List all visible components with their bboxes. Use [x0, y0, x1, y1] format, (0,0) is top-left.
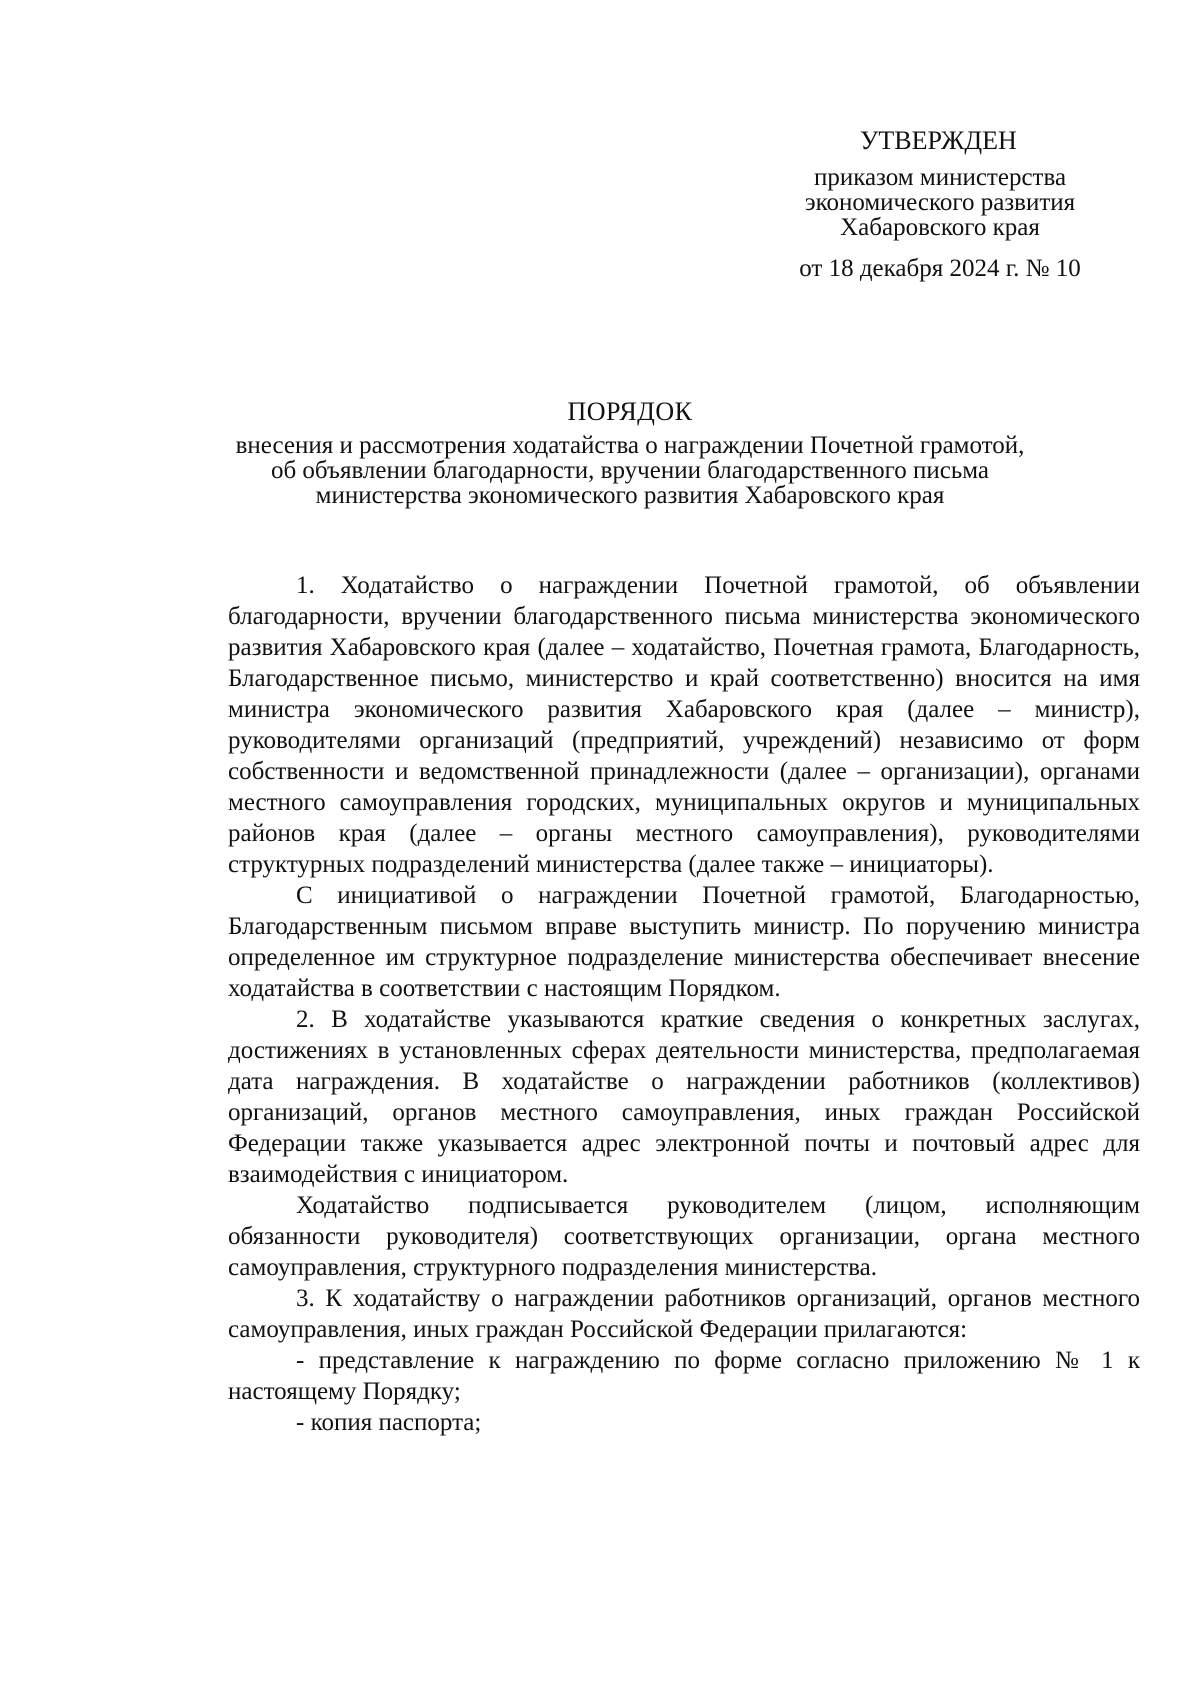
paragraph-3: 3. К ходатайству о награждении работников организаций, органов местного самоуправления, иных граждан Российской Федерации прилагаются:	[228, 1285, 1140, 1343]
list-item: - копия паспорта;	[296, 1409, 482, 1436]
approval-stamp	[770, 125, 1110, 284]
approval-line: Хабаровского края	[840, 214, 1040, 241]
paragraph-1: 1. Ходатайство о награждении Почетной грамотой, об объявлении благодарности, вручении благодарственного письма министерства экономического развития Хабаровского края (далее – ходатайство, Почетная грамота, Благодарность, Благодарственное письмо, министерство и край соответственно) вносится на имя министра экономического развития Хабаровского края (далее – министр), руководителями организаций (предприятий, учреждений) независимо от форм собственности и ведомственной принадлежности (далее – организации), органами местного самоуправления городских, муниципальных округов и муниципальных районов края (далее – органы местного самоуправления), руководителями структурных подразделений министерства (далее также – инициаторы).	[228, 572, 1140, 878]
document-body	[228, 570, 1140, 1438]
list-item: - представление к награждению по форме согласно приложению № 1 к настоящему Порядку;	[228, 1347, 1140, 1405]
document-subtitle-line: министерства экономического развития Хабаровского края	[315, 482, 945, 509]
paragraph-2: 2. В ходатайстве указываются краткие сведения о конкретных заслугах, достижениях в установленных сферах деятельности министерства, предполагаемая дата награждения. В ходатайстве о награждении работников (коллективов) организаций, органов местного самоуправления, иных граждан Российской Федерации также указывается адрес электронной почты и почтовый адрес для взаимодействия с инициатором.	[228, 1006, 1140, 1188]
approval-title: УТВЕРЖДЕН	[860, 126, 1017, 155]
document-subtitle-line: внесения и рассмотрения ходатайства о награждении Почетной грамотой,	[235, 432, 1025, 459]
document-title: ПОРЯДОК	[567, 397, 693, 426]
approval-line: приказом министерства	[813, 164, 1067, 191]
paragraph-1-initiative: С инициативой о награждении Почетной грамотой, Благодарностью, Благодарственным письмом вправе выступить министр. По поручению министра определенное им структурное подразделение министерства обеспечивает внесение ходатайства в соответствии с настоящим Порядком.	[228, 882, 1140, 1002]
paragraph-2-signature: Ходатайство подписывается руководителем (лицом, исполняющим обязанности руководителя) соответствующих организации, органа местного самоуправления, структурного подразделения министерства.	[228, 1192, 1140, 1281]
approval-line: экономического развития	[804, 189, 1076, 216]
document-heading	[230, 395, 1030, 508]
approval-date: от 18 декабря 2024 г. № 10	[799, 255, 1081, 282]
document-subtitle-line: об объявлении благодарности, вручении благодарственного письма	[270, 457, 990, 484]
